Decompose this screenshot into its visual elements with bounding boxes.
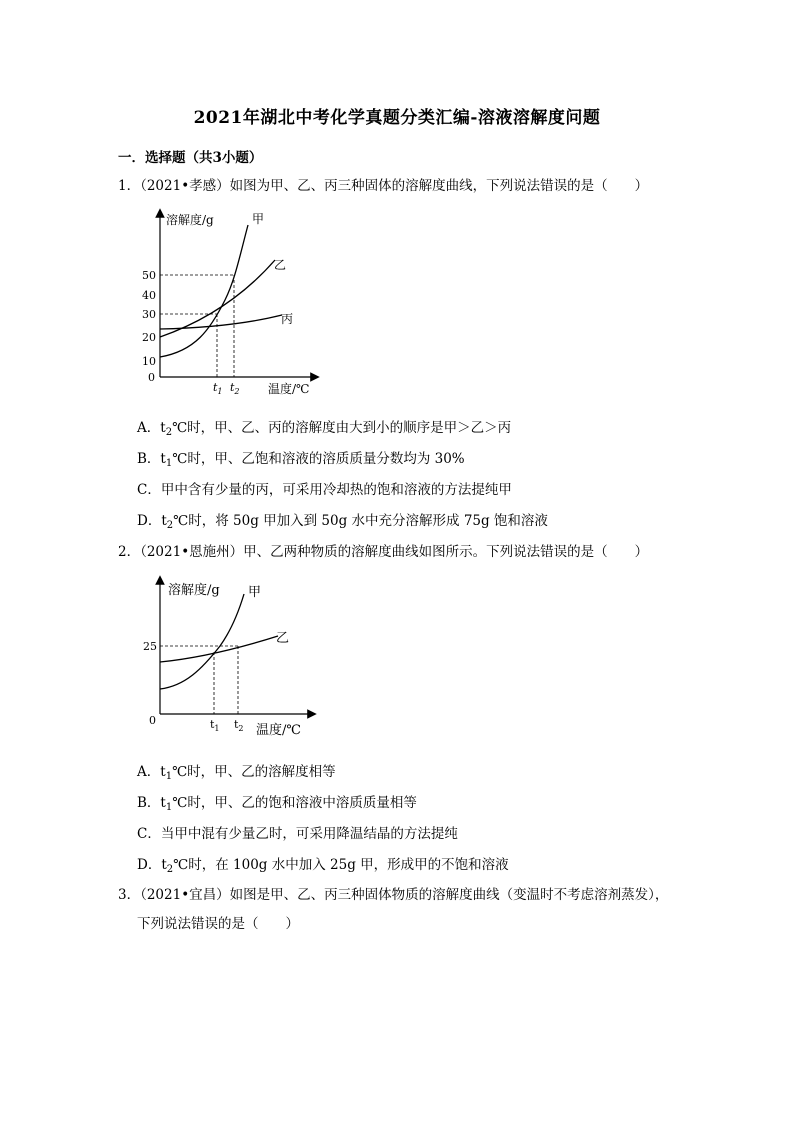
q1-label-jia: 甲 <box>252 212 265 226</box>
q1-t1-label: $t_1$ <box>213 381 223 396</box>
q2-t2-label: $t_2$ <box>234 718 244 733</box>
q1-ytick-40: 40 <box>142 289 156 302</box>
q1-option-b: B．$t_1℃$时，甲、乙饱和溶液的溶质质量分数均为 30% <box>137 451 465 469</box>
q1-label-yi: 乙 <box>274 258 287 272</box>
q2-label-yi: 乙 <box>276 631 290 646</box>
q1-y-label: 溶解度/g <box>166 213 214 227</box>
q2-option-d: D．$t_2℃$时，在 100g 水中加入 25g 甲，形成甲的不饱和溶液 <box>137 857 509 875</box>
q1-solubility-chart <box>140 205 340 400</box>
q1-option-d: D．$t_2℃$时，将 50g 甲加入到 50g 水中充分溶解形成 75g 饱和溶液 <box>137 513 548 531</box>
q1-label-bing: 丙 <box>281 312 294 326</box>
q2-t1-label: $t_1$ <box>210 718 220 733</box>
question-3-stem-line1: 3．（2021•宜昌）如图是甲、乙、丙三种固体物质的溶解度曲线（变温时不考虑溶剂蒸发）， <box>118 887 669 903</box>
q1-ytick-0: 0 <box>148 371 155 384</box>
q1-option-a: A．$t_2℃$时，甲、乙、丙的溶解度由大到小的顺序是甲＞乙＞丙 <box>137 420 512 438</box>
q2-ytick-25: 25 <box>143 640 157 653</box>
q2-y-label: 溶解度/g <box>168 583 220 598</box>
q2-origin: 0 <box>149 714 156 727</box>
q2-option-b: B．$t_1℃$时，甲、乙的饱和溶液中溶质质量相等 <box>137 795 417 813</box>
question-1-stem: 1．（2021•孝感）如图为甲、乙、丙三种固体的溶解度曲线，下列说法错误的是（ ） <box>118 178 649 194</box>
question-2-stem: 2．（2021•恩施州）甲、乙两种物质的溶解度曲线如图所示。下列说法错误的是（ ） <box>118 544 649 560</box>
q1-x-label: 温度/℃ <box>268 382 310 396</box>
q2-option-c: C．当甲中混有少量乙时，可采用降温结晶的方法提纯 <box>137 826 458 842</box>
section-heading: 一．选择题（共3小题） <box>118 150 263 166</box>
q2-curve-jia <box>160 594 244 689</box>
q2-solubility-chart <box>140 574 340 744</box>
q1-ytick-10: 10 <box>142 355 156 368</box>
q2-curve-yi <box>160 636 278 662</box>
q1-curve-bing <box>160 315 282 329</box>
q2-x-label: 温度/℃ <box>256 723 301 738</box>
q1-option-c: C．甲中含有少量的丙，可采用冷却热的饱和溶液的方法提纯甲 <box>137 482 512 498</box>
q1-curve-jia <box>160 225 248 357</box>
q1-ytick-30: 30 <box>142 308 156 321</box>
q1-ytick-20: 20 <box>142 331 156 344</box>
q2-label-jia: 甲 <box>248 585 262 600</box>
q2-option-a: A．$t_1℃$时，甲、乙的溶解度相等 <box>137 764 336 782</box>
q1-t2-label: $t_2$ <box>230 381 240 396</box>
q1-ytick-50: 50 <box>142 269 156 282</box>
page-title: 2021年湖北中考化学真题分类汇编-溶液溶解度问题 <box>193 108 601 128</box>
question-3-stem-line2: 下列说法错误的是（ ） <box>137 916 299 932</box>
